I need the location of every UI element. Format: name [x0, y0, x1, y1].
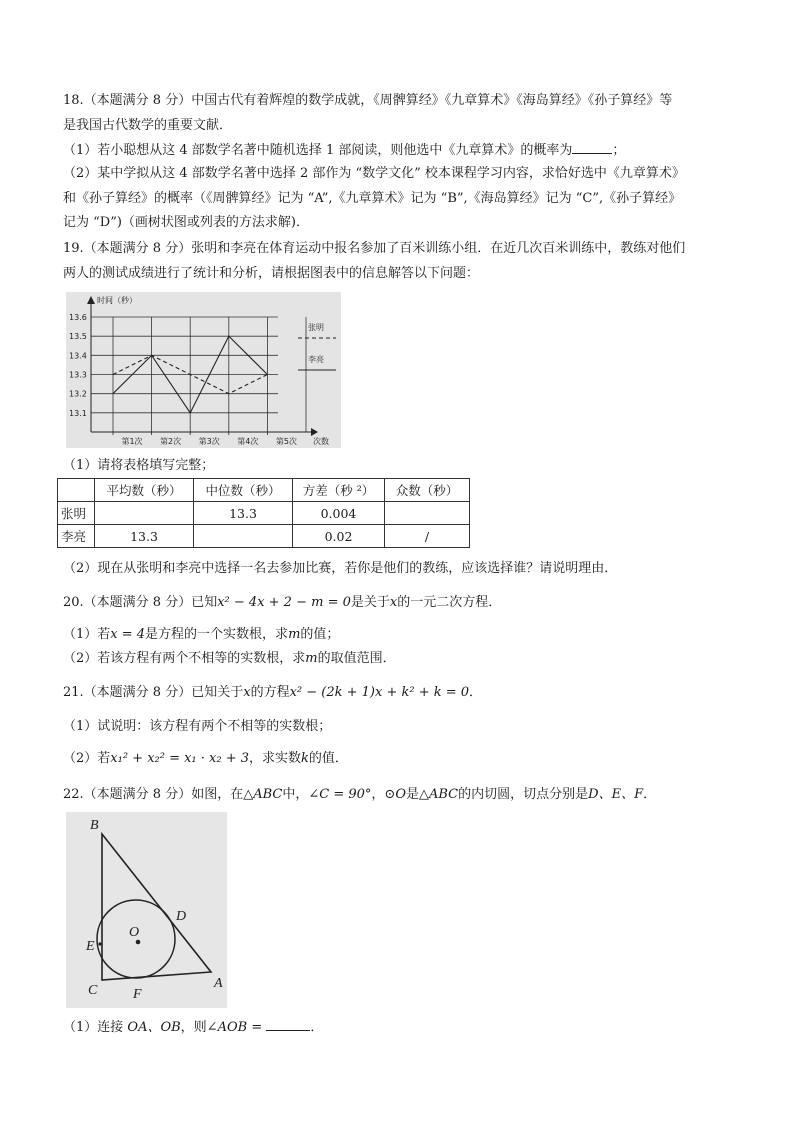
- q22-p1-end: ．: [310, 1020, 324, 1035]
- q21-p2-a: （2）若: [63, 751, 111, 766]
- q20-part1: [63, 626, 339, 644]
- label-o: O: [129, 925, 140, 940]
- q22-p1-oaob: OA、OB: [127, 1020, 181, 1035]
- q21-line1: [63, 684, 482, 702]
- y-tick-label: 13.2: [69, 389, 87, 399]
- chart-svg: [66, 292, 341, 448]
- table-header-cell: 中位数（秒）: [194, 479, 293, 502]
- q21-p2-eq: x₁² + x₂² = x₁ · x₂ + 3: [110, 751, 250, 766]
- triangle-abc: [102, 834, 211, 980]
- q20-p2-m: m: [305, 651, 318, 666]
- line-chart: [66, 292, 341, 448]
- q20-var-x: x: [389, 595, 398, 610]
- q19-part2: （2）现在从张明和李亮中选择一名去参加比赛，若你是他们的教练，应该选择谁？请说明理由．: [63, 561, 618, 576]
- y-tick-label: 13.4: [69, 351, 87, 361]
- q19-line2: 两人的测试成绩进行了统计和分析，请根据图表中的信息解答以下问题：: [63, 266, 480, 281]
- table-cell[interactable]: [385, 502, 470, 525]
- table-cell[interactable]: [95, 502, 194, 525]
- table-header-cell: [58, 479, 95, 502]
- q20-p2-b: 的取值范围．: [317, 651, 396, 666]
- x-tick-label: 第2次: [160, 437, 182, 446]
- label-f: F: [133, 987, 142, 1002]
- q22-c90: C = 90°: [319, 787, 372, 802]
- q22-text-f: ．: [643, 787, 657, 802]
- q19-line1: 19.（本题满分 8 分）张明和李亮在体育运动中报名参加了百米训练小组．在近几次百米训练中，教练对他们: [63, 241, 686, 256]
- stats-table: [57, 478, 470, 548]
- legend-label: 张明: [308, 323, 324, 332]
- x-tick-label: 第3次: [198, 437, 220, 446]
- table-row: [58, 525, 470, 548]
- q18-part2-line2: 和《孙子算经》的概率（《周髀算经》记为 “A”,《九章算术》记为 “B”,《海岛算经》记为 “C”,《孙子算经》: [63, 191, 682, 206]
- q21-text-c: ．: [469, 685, 483, 700]
- q22-part1: [63, 1018, 323, 1037]
- x-axis-label: 次数: [313, 437, 329, 446]
- q22-p1-eq: =: [247, 1020, 267, 1035]
- x-tick-label: 第5次: [275, 437, 297, 446]
- q21-text-a: 21.（本题满分 8 分）已知关于: [63, 685, 244, 700]
- x-axis-arrow: [311, 428, 318, 436]
- label-a: A: [214, 976, 223, 991]
- answer-blank[interactable]: [572, 141, 612, 154]
- q21-part2: [63, 750, 348, 768]
- q20-p1-a: （1）若: [63, 627, 111, 642]
- label-b: B: [90, 818, 99, 833]
- table-cell: 0.02: [293, 525, 385, 548]
- q22-p1-c: ，则∠: [180, 1020, 218, 1035]
- q19-part1: （1）请将表格填写完整；: [63, 458, 215, 473]
- table-header-cell: 平均数（秒）: [95, 479, 194, 502]
- label-e: E: [86, 939, 95, 954]
- q20-part2: [63, 650, 396, 668]
- table-cell: 13.3: [95, 525, 194, 548]
- triangle-svg: [66, 812, 227, 1008]
- q22-text-d: 是△: [406, 787, 429, 802]
- q18-part1-text: （1）若小聪想从这 4 部数学名著中随机选择 1 部阅读，则他选中《九章算术》的概率为: [63, 143, 573, 158]
- q20-text-a: 20.（本题满分 8 分）已知: [63, 595, 218, 610]
- answer-blank[interactable]: [266, 1018, 310, 1031]
- table-header-cell: 方差（秒 ²）: [293, 479, 385, 502]
- q18-part2-line1: （2）某中学拟从这 4 部数学名著中选择 2 部作为 “数学文化” 校本课程学习内容，求恰好选中《九章算术》: [63, 166, 685, 181]
- q21-part1: （1）试说明：该方程有两个不相等的实数根；: [63, 719, 332, 734]
- table-header-cell: 众数（秒）: [385, 479, 470, 502]
- q20-p1-b: 是方程的一个实数根，求: [145, 627, 289, 642]
- q20-p1-m: m: [288, 627, 301, 642]
- q20-equation: x² − 4x + 2 − m = 0: [217, 595, 351, 610]
- chart-grid: [91, 317, 306, 432]
- q21-p2-c: 的值．: [308, 751, 348, 766]
- q22-o: O: [395, 787, 406, 802]
- triangle-figure: [66, 812, 227, 1008]
- q21-p2-k: k: [301, 751, 309, 766]
- q18-part2-line3: 记为 “D”)（画树状图或列表的方法求解)．: [63, 215, 309, 230]
- q18-line2: 是我国古代数学的重要文献．: [63, 118, 233, 133]
- center-point: [136, 940, 141, 945]
- q21-var-x: x: [243, 685, 251, 700]
- table-row-label: 李亮: [58, 525, 95, 548]
- q21-p2-b: ，求实数: [249, 751, 302, 766]
- label-c: C: [88, 983, 98, 998]
- table-cell[interactable]: [194, 525, 293, 548]
- y-axis-arrow: [87, 296, 95, 304]
- q22-text-c: ，⊙: [371, 787, 396, 802]
- table-row: [58, 502, 470, 525]
- q21-equation: x² − (2k + 1)x + k² + k = 0: [289, 685, 470, 700]
- q22-p1-a: （1）连接: [63, 1020, 128, 1035]
- y-axis-label: 时间（秒）: [97, 296, 137, 305]
- q20-p2-a: （2）若该方程有两个不相等的实数根，求: [63, 651, 306, 666]
- q22-line1: [63, 786, 656, 804]
- q20-text-b: 是关于: [350, 595, 390, 610]
- chart-ticks: [69, 295, 329, 446]
- y-tick-label: 13.1: [69, 408, 87, 418]
- tangent-point-e: [98, 942, 101, 945]
- y-tick-label: 13.3: [69, 370, 87, 380]
- legend-label: 李亮: [308, 355, 324, 364]
- x-tick-label: 第1次: [121, 437, 143, 446]
- q22-p1-aob: AOB: [217, 1020, 248, 1035]
- q20-text-c: 的一元二次方程．: [397, 595, 502, 610]
- q18-line1: 18.（本题满分 8 分）中国古代有着辉煌的数学成就，《周髀算经》《九章算术》《海岛算经》《孙子算经》等: [63, 93, 673, 108]
- y-tick-label: 13.6: [69, 313, 87, 322]
- table-cell: /: [385, 525, 470, 548]
- q22-def: D、E、F: [588, 787, 644, 802]
- chart-legend: [298, 323, 336, 370]
- q22-abc2: ABC: [429, 787, 459, 802]
- q21-text-b: 的方程: [250, 685, 290, 700]
- y-tick-label: 13.5: [69, 332, 87, 342]
- q20-line1: [63, 594, 501, 612]
- table-cell: 13.3: [194, 502, 293, 525]
- q20-p1-eq: x = 4: [110, 627, 146, 642]
- label-d: D: [176, 909, 187, 924]
- q22-text-b: 中，∠: [282, 787, 320, 802]
- x-tick-label: 第4次: [237, 437, 259, 446]
- q22-abc: ABC: [253, 787, 283, 802]
- table-cell: 0.004: [293, 502, 385, 525]
- table-row-label: 张明: [58, 502, 95, 525]
- table-header-row: [58, 479, 470, 502]
- q22-text-e: 的内切圆，切点分别是: [458, 787, 589, 802]
- q18-part1-end: ；: [612, 143, 626, 158]
- q22-text-a: 22.（本题满分 8 分）如图，在△: [63, 787, 254, 802]
- q18-part1: [63, 141, 625, 160]
- q20-p1-c: 的值；: [300, 627, 340, 642]
